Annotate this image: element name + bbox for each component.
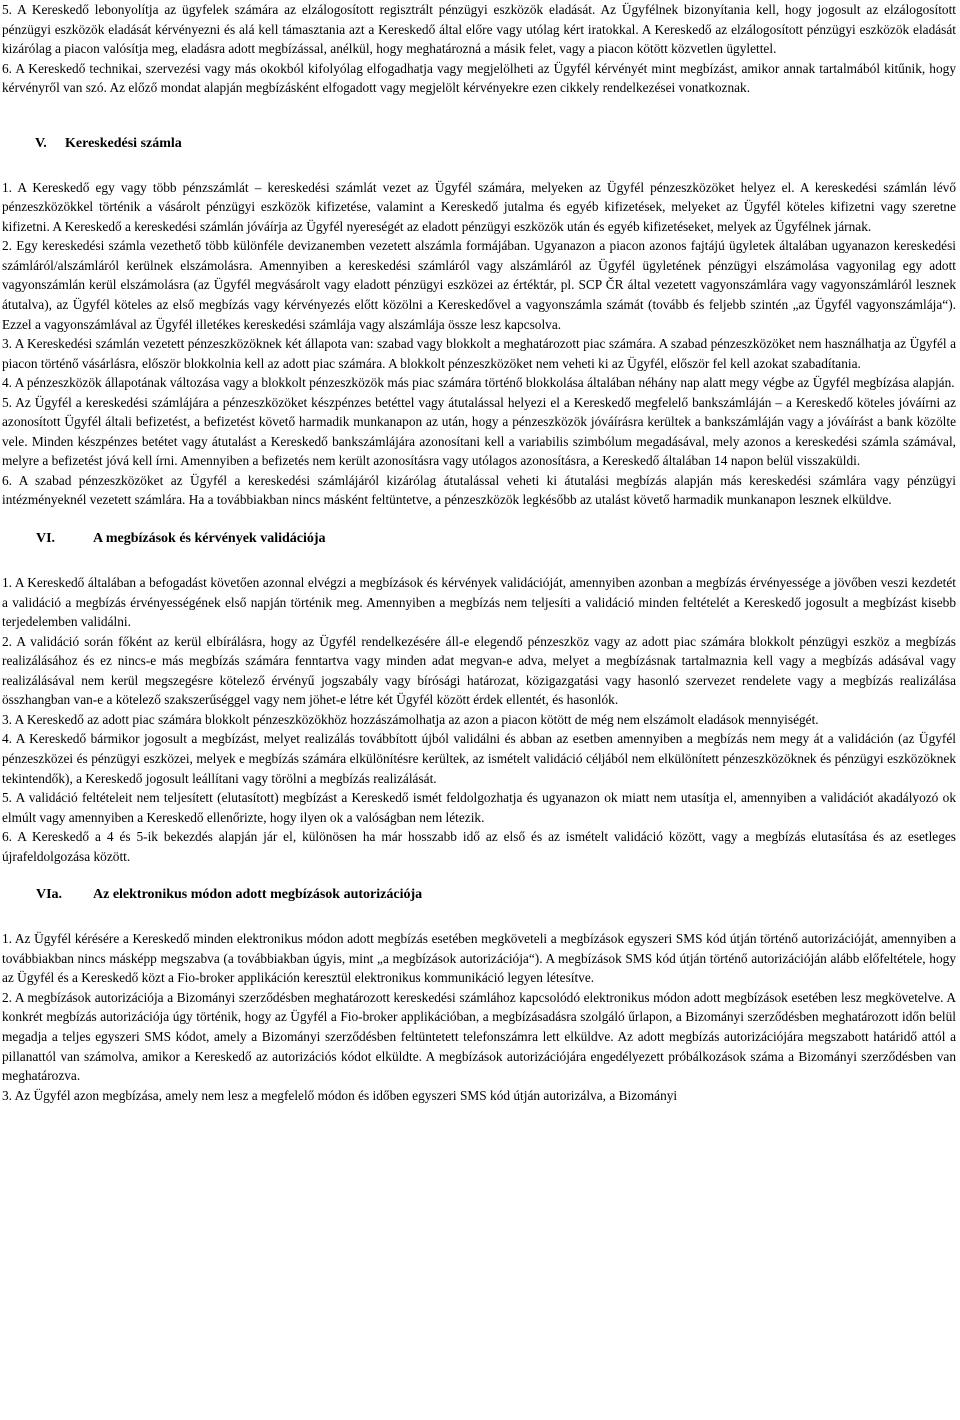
section-heading-vi: [2, 529, 956, 549]
section-number: VIa.: [36, 887, 63, 903]
spacer: [2, 866, 956, 885]
spacer: [2, 905, 956, 929]
paragraph-v-2: 2. Egy kereskedési számla vezethető több különféle devizanemben vezetett alszámla formájában. Ugyanazon a piacon azonos fajtájú ügyletek általában ugyanazon kereskedési számláról/alszámláról kerülnek elszámolásra. Amennyiben a kereskedési számláról vagy alszámláról az Ügyfél ügyletének pénzügyi elszámolása vagyonilag egy adott vagyonszámlán kerül elszámolásra (az Ügyfél megvásárolt vagy eladott pénzügyi eszközei az értéktár, pl. SCP ČR által vezetett vagyonszámlára vagy vagyonszámláról lesznek átutalva), az Ügyfél köteles az első megbízás vagy kérvényezés előtt közölni a Kereskedővel a vagyonszámla számát (tovább és feljebb szintén „az Ügyfél vagyonszámlája“). Ezzel a vagyonszámlával az Ügyfél illetékes kereskedési számlája vagy alszámlája össze lesz kapcsolva.: [2, 238, 956, 332]
spacer: [2, 510, 956, 529]
paragraph-v-5: 5. Az Ügyfél a kereskedési számlájára a pénzeszközöket készpénzes betéttel vagy átutalással helyezi el a Kereskedő megfelelő bankszámláján – a Kereskedő köteles jóváírni az azonosított Ügyfél általi befizetést, a befizetést követő harmadik munkanapon az után, hogy a pénzeszközök jóváírásra kerültek a bankszámláján vagy a jóváírást a bank közölte vele. Minden készpénzes betétet vagy átutalást a Kereskedő bankszámlájára azonosítani kell a variabilis szimbólum megadásával, mely azonos a kereskedési számla számával, melyre a befizetést jóvá kell írni. Amennyiben a befizetés nem került azonosításra vagy utólagos azonosításra, a Kereskedő általában 14 napon belül visszaküldi.: [2, 394, 956, 469]
paragraph-intro-5: 5. A Kereskedő lebonyolítja az ügyfelek számára az elzálogosított regisztrált pénzügyi eszközök eladását. Az Ügyfélnek bizonyítania kell, hogy jogosult az elzálogosított pénzügyi eszközök eladását kérvényezni és alá kell támasztania azt a Kereskedő által előre vagy utólag kért iratokkal. A Kereskedő az elzálogosított pénzügyi eszközök eladását kizárólag a piacon valósítja meg, eladásra adott megbízással, anélkül, hogy meghatározná a másik felet, vagy a piacon kötött közvetlen ügylettel.: [2, 2, 956, 57]
paragraph-vi-3: 3. A Kereskedő az adott piac számára blokkolt pénzeszközökhöz hozzászámolhatja az azon a piacon kötött de még nem elszámolt eladások mennyiségét.: [2, 711, 819, 727]
section-heading-via: [2, 885, 956, 905]
section-title: Kereskedési számla: [65, 135, 182, 151]
section-number: V.: [35, 135, 47, 151]
section-title: A megbízások és kérvények validációja: [93, 531, 326, 547]
section-title: Az elektronikus módon adott megbízások autorizációja: [93, 887, 423, 903]
paragraph-via-2: 2. A megbízások autorizációja a Bizományi szerződésben meghatározott kereskedési számlához kapcsolódó elektronikus módon adott megbízások esetében lesz megkövetelve. A konkrét megbízás autorizációja úgy történik, hogy az Ügyfél a Fio-broker applikációban, a megbízásadásra szolgáló űrlapon, a Bizományi szerződésben meghatározott időn belül megadja a teljes egyszeri SMS kódot, amely a Bizományi szerződésben feltüntetett telefonszámra lett elküldve. Az adott megbízás autorizációjára megszabott határidő attól a pillanattól van számolva, amikor a Kereskedő az autorizációs kódot elküldte. A megbízások autorizációjára engedélyezett próbálkozások száma a Bizományi szerződésben van meghatározva.: [2, 989, 956, 1084]
spacer: [2, 154, 956, 178]
paragraph-v-1: 1. A Kereskedő egy vagy több pénzszámlát – kereskedési számlát vezet az Ügyfél számára, melyeken az Ügyfél pénzeszközöket helyez el. A kereskedési számlán lévő pénzeszközökkel történik a vásárolt pénzügyi eszközök kifizetése, valamint a Kereskedő jutalma és egyéb kifizetések, melyeket az Ügyfél köteles kifizetni vagy szeretne kifizetni. A Kereskedő a kereskedési számlán jóváírja az Ügyfél nyereségét az eladott pénzügyi eszközök után és egyéb kifizetéseket, melyek az Ügyfélnek járnak.: [2, 179, 956, 234]
spacer: [2, 98, 956, 134]
paragraph-via-1: 1. Az Ügyfél kérésére a Kereskedő minden elektronikus módon adott megbízás esetében megköveteli a megbízások egyszeri SMS kód útján történő autorizációját, amennyiben a továbbiakban nincs másképp megszabva (a továbbiakban úgyis, mint „a megbízások autorizációja“). A megbízások SMS kód útján történő autorizációján alább előfeltétele, hogy az Ügyfél és a Kereskedő közt a Fio-broker applikáción keresztül elektronikus kommunikáció legyen létesítve.: [2, 931, 956, 986]
paragraph-via-3: 3. Az Ügyfél azon megbízása, amely nem lesz a megfelelő módon és időben egyszeri SMS kód útján autorizálva, a Bizományi: [2, 1087, 678, 1103]
spacer: [2, 549, 956, 573]
section-heading-v: [2, 134, 956, 154]
paragraph-vi-6: 6. A Kereskedő a 4 és 5-ik bekezdés alapján jár el, különösen ha már hosszabb idő az első és az ismételt validáció között, vagy a megbízás elutasítása és az esetleges újrafeldolgozása között.: [2, 829, 956, 864]
paragraph-vi-2: 2. A validáció során főként az kerül elbírálásra, hogy az Ügyfél rendelkezésére áll-e elegendő pénzeszköz vagy az adott piac számára blokkolt pénzügyi eszköz a megbízás realizálásához és ez nincs-e más megbízás számára fenntartva vagy minden adat megvan-e adva, melyet a megbízásnak tartalmaznia kell vagy a megbízás adásával vagy realizálásával nem kerül megszegésre kötelező érvényű jogszabály vagy bírósági határozat, közigazgatási vagy hasonló szervezet rendelete vagy a megbízás realizálása összhangban van-e a kötelező szakszerűséggel vagy nem jöhet-e létre két Ügyfél között érdek ellentét, és hasonlók.: [2, 633, 956, 708]
paragraph-v-6: 6. A szabad pénzeszközöket az Ügyfél a kereskedési számlájáról kizárólag átutalással veheti ki átutalási megbízás alapján más kereskedési számlára vagy pénzügyi intézményeknél vezetett számlára. Ha a továbbiakban nincs másként feltüntetve, a pénzeszközök legkésőbb az utalást követő harmadik munkanapon lesznek elküldve.: [2, 472, 956, 508]
paragraph-intro-6: 6. A Kereskedő technikai, szervezési vagy más okokból kifolyólag elfogadhatja vagy megjelölheti az Ügyfél kérvényét mint megbízást, amikor annak tartalmából kitűnik, hogy kérvényről van szó. Az előző mondat alapján megbízásként elfogadott vagy megjelölt kérvényekre ezen cikkely rendelkezései vonatkoznak.: [2, 60, 956, 96]
paragraph-vi-1: 1. A Kereskedő általában a befogadást követően azonnal elvégzi a megbízások és kérvények validációját, amennyiben azonban a megbízás érvényessége a jövőben veszi kezdetét a validáció a megbízás érvényességének első napján történik meg. Amennyiben a megbízás nem teljesíti a validáció minden feltételét a Kereskedő jogosult a megbízást kisebb terjedelemben validálni.: [2, 575, 956, 630]
paragraph-vi-4: 4. A Kereskedő bármikor jogosult a megbízást, melyet realizálás továbbított újból validálni és abban az esetben amennyiben a megbízás nem megy át a validáción (az Ügyfél pénzeszközei és pénzügyi eszközei, melyek e megbízás számára elkülönítésre kerültek, az ismételt validáció céljából nem elkülönített pénzeszközöknek és pénzügyi eszközöknek tekintendők), a Kereskedő jogosult leállítani vagy törölni a megbízás realizálását.: [2, 731, 956, 786]
paragraph-vi-5: 5. A validáció feltételeit nem teljesített (elutasított) megbízást a Kereskedő ismét feldolgozhatja és ugyanazon ok miatt nem utasítja el, amennyiben a validációt akadályozó ok elmúlt vagy amennyiben a Kereskedő ellenőrizte, hogy ilyen ok a valóságban nem létezik.: [2, 790, 956, 825]
section-number: VI.: [36, 531, 56, 547]
paragraph-v-3: 3. A Kereskedési számlán vezetett pénzeszközöknek két állapota van: szabad vagy blokkolt a meghatározott piac számára. A szabad pénzeszközöket nem használhatja az Ügyfél a piacon történő vásárlásra, először blokkolnia kell az adott piac számára. A blokkolt pénzeszközöket nem veheti ki az Ügyfél, először fel kell azokat szabadítania.: [2, 336, 956, 371]
paragraph-v-4: 4. A pénzeszközök állapotának változása vagy a blokkolt pénzeszközök más piac számára történő blokkolása általában néhány nap alatt megy végbe az Ügyfél megbízása alapján.: [2, 375, 955, 391]
